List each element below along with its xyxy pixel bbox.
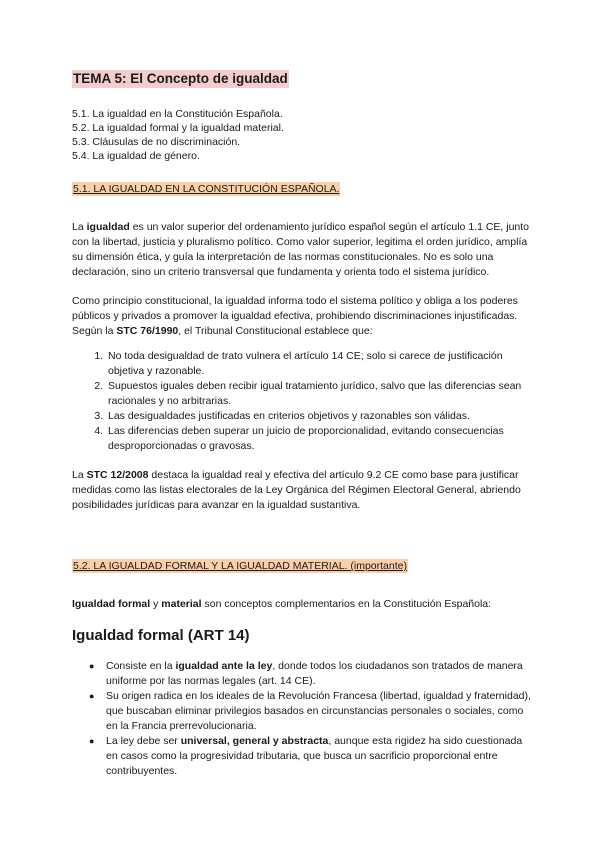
list-item: 3. Las desigualdades justificadas en criterios objetivos y razonables son válidas. — [106, 409, 532, 424]
toc-item-1: 5.1. La igualdad en la Constitución Española. — [72, 108, 283, 120]
paragraph-igualdad-valor: La igualdad es un valor superior del ordenamiento jurídico español según el artículo 1.1 CE, junto con la libertad, justicia y pluralismo político. Como valor superior, legitima el orden jurídico, amplía su dimensión ética, y guía la interpretación de las normas constitucionales. No es solo una declaración, sino un criterio transversal que fundamenta y orienta todo el sistema jurídico. — [72, 221, 530, 278]
bullet-icon: ● — [89, 736, 95, 746]
document-title: TEMA 5: El Concepto de igualdad — [73, 71, 288, 86]
bullet-icon: ● — [89, 691, 95, 701]
section-heading-5-1: 5.1. LA IGUALDAD EN LA CONSTITUCIÓN ESPAÑOLA. — [73, 183, 340, 195]
paragraph-conceptos-complementarios: Igualdad formal y material son conceptos complementarios en la Constitución Española: — [72, 598, 492, 610]
document-page — [72, 70, 532, 779]
list-item: 2. Supuestos iguales deben recibir igual tratamiento jurídico, salvo que las diferencias sean racionales y no arbitrarias. — [106, 379, 532, 409]
numbered-list-stc — [72, 349, 532, 454]
subheading-igualdad-formal: Igualdad formal (ART 14) — [72, 627, 250, 644]
toc-item-3: 5.3. Cláusulas de no discriminación. — [72, 136, 241, 148]
list-item: 1. No toda desigualdad de trato vulnera el artículo 14 CE; solo si carece de justificación objetiva y razonable. — [106, 349, 532, 379]
table-of-contents — [72, 107, 532, 163]
section-heading-5-2: 5.2. LA IGUALDAD FORMAL Y LA IGUALDAD MATERIAL. (importante) — [73, 560, 407, 572]
toc-item-4: 5.4. La igualdad de género. — [72, 150, 200, 162]
bullet-icon: ● — [89, 661, 95, 671]
bullet-list-igualdad-formal — [72, 659, 532, 779]
toc-item-2: 5.2. La igualdad formal y la igualdad material. — [72, 122, 284, 134]
list-item: 4. Las diferencias deben superar un juicio de proporcionalidad, evitando consecuencias desproporcionadas o gravosas. — [106, 424, 532, 454]
paragraph-principio-constitucional: Como principio constitucional, la igualdad informa todo el sistema político y obliga a los poderes públicos y privados a promover la igualdad efectiva, prohibiendo discriminaciones injustificadas. Según la STC 76/1990, el Tribunal Constitucional establece que: — [72, 295, 518, 337]
paragraph-stc-2008: La STC 12/2008 destaca la igualdad real y efectiva del artículo 9.2 CE como base para justificar medidas como las listas electorales de la Ley Orgánica del Régimen Electoral General, abriendo posibilidades jurídicas para avanzar en la igualdad sustantiva. — [72, 469, 521, 511]
list-item: ● Consiste en la igualdad ante la ley, donde todos los ciudadanos son tratados de manera uniforme por las normas legales (art. 14 CE). — [89, 660, 523, 687]
list-item: ● Su origen radica en los ideales de la Revolución Francesa (libertad, igualdad y fraternidad), que buscaban eliminar privilegios basados en circunstancias personales o sociales, como en la Francia prerrevolucionaria. — [89, 690, 531, 732]
list-item: ● La ley debe ser universal, general y abstracta, aunque esta rigidez ha sido cuestionada en casos como la progresividad tributaria, que busca un sacrificio proporcional entre contribuyentes. — [89, 735, 523, 777]
